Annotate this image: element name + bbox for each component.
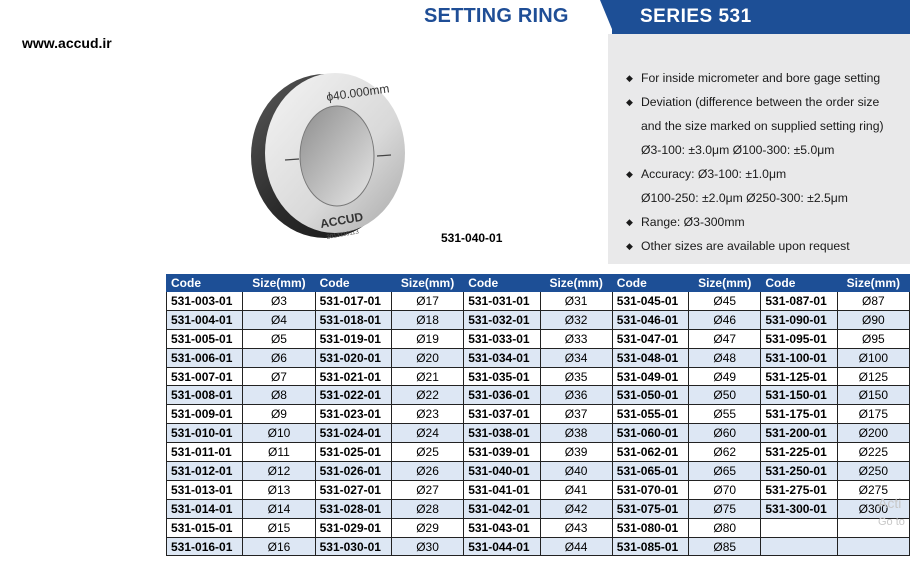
size-cell: Ø36 [540, 386, 612, 405]
code-cell: 531-090-01 [761, 310, 837, 329]
size-cell: Ø43 [540, 518, 612, 537]
size-cell: Ø60 [689, 424, 761, 443]
code-cell: 531-008-01 [167, 386, 243, 405]
product-code-label: 531-040-01 [441, 231, 503, 245]
size-cell: Ø3 [243, 292, 315, 311]
code-cell: 531-250-01 [761, 462, 837, 481]
size-cell: Ø18 [391, 310, 463, 329]
series-title: SERIES 531 [640, 6, 752, 27]
code-cell: 531-030-01 [315, 537, 391, 556]
size-cell: Ø90 [837, 310, 909, 329]
size-cell: Ø7 [243, 367, 315, 386]
size-cell: Ø30 [391, 537, 463, 556]
column-header-size: Size(mm) [689, 275, 761, 292]
size-cell: Ø45 [689, 292, 761, 311]
size-cell: Ø9 [243, 405, 315, 424]
size-cell: Ø33 [540, 329, 612, 348]
code-cell: 531-044-01 [464, 537, 540, 556]
size-cell: Ø44 [540, 537, 612, 556]
size-cell: Ø23 [391, 405, 463, 424]
code-cell: 531-006-01 [167, 348, 243, 367]
code-cell: 531-028-01 [315, 499, 391, 518]
table-row [167, 329, 910, 348]
size-cell: Ø39 [540, 443, 612, 462]
table-row [167, 310, 910, 329]
table-row [167, 443, 910, 462]
size-cell: Ø11 [243, 443, 315, 462]
size-cell: Ø70 [689, 480, 761, 499]
size-table [166, 274, 910, 556]
code-cell: 531-012-01 [167, 462, 243, 481]
code-cell: 531-100-01 [761, 348, 837, 367]
code-cell: 531-055-01 [612, 405, 688, 424]
table-row [167, 480, 910, 499]
table-row [167, 518, 910, 537]
size-cell: Ø26 [391, 462, 463, 481]
features-list [626, 66, 910, 258]
column-header-size: Size(mm) [837, 275, 909, 292]
code-cell: 531-087-01 [761, 292, 837, 311]
code-cell: 531-060-01 [612, 424, 688, 443]
size-cell: Ø85 [689, 537, 761, 556]
feature-text: Accuracy: Ø3-100: ±1.0μm [641, 167, 787, 181]
size-cell: Ø27 [391, 480, 463, 499]
size-cell: Ø80 [689, 518, 761, 537]
column-header-code: Code [167, 275, 243, 292]
diamond-bullet-icon: ◆ [626, 73, 633, 83]
size-cell: Ø65 [689, 462, 761, 481]
code-cell: 531-005-01 [167, 329, 243, 348]
ring-brand-logo: ACCUD [319, 209, 365, 231]
code-cell: 531-300-01 [761, 499, 837, 518]
size-cell: Ø75 [689, 499, 761, 518]
size-cell: Ø200 [837, 424, 909, 443]
code-cell: 531-150-01 [761, 386, 837, 405]
code-cell: 531-027-01 [315, 480, 391, 499]
size-cell: Ø47 [689, 329, 761, 348]
code-cell: 531-023-01 [315, 405, 391, 424]
size-cell: Ø50 [689, 386, 761, 405]
size-cell: Ø46 [689, 310, 761, 329]
feature-item [626, 210, 910, 234]
watermark-text: Go to [878, 516, 905, 528]
code-cell [761, 537, 837, 556]
feature-text: For inside micrometer and bore gage setting [641, 71, 881, 85]
code-cell: 531-039-01 [464, 443, 540, 462]
size-cell: Ø13 [243, 480, 315, 499]
column-header-code: Code [315, 275, 391, 292]
code-cell: 531-041-01 [464, 480, 540, 499]
size-cell: Ø42 [540, 499, 612, 518]
code-cell: 531-015-01 [167, 518, 243, 537]
ring-diameter-marking: ϕ40.000mm [325, 81, 391, 104]
code-cell: 531-019-01 [315, 329, 391, 348]
table-row [167, 499, 910, 518]
code-cell: 531-007-01 [167, 367, 243, 386]
size-cell: Ø21 [391, 367, 463, 386]
code-cell: 531-048-01 [612, 348, 688, 367]
feature-continuation: Ø100-250: ±2.0μm Ø250-300: ±2.5μm [641, 191, 848, 205]
diamond-bullet-icon: ◆ [626, 241, 633, 251]
code-cell: 531-011-01 [167, 443, 243, 462]
code-cell: 531-046-01 [612, 310, 688, 329]
size-cell: Ø87 [837, 292, 909, 311]
diamond-bullet-icon: ◆ [626, 217, 633, 227]
code-cell: 531-050-01 [612, 386, 688, 405]
code-cell: 531-225-01 [761, 443, 837, 462]
column-header-code: Code [612, 275, 688, 292]
size-cell: Ø225 [837, 443, 909, 462]
ring-bore [300, 106, 374, 206]
table-row [167, 292, 910, 311]
table-row [167, 367, 910, 386]
size-cell: Ø22 [391, 386, 463, 405]
column-header-size: Size(mm) [391, 275, 463, 292]
feature-text: Range: Ø3-300mm [641, 215, 745, 229]
code-cell: 531-013-01 [167, 480, 243, 499]
code-cell: 531-070-01 [612, 480, 688, 499]
code-cell: 531-024-01 [315, 424, 391, 443]
size-cell: Ø49 [689, 367, 761, 386]
code-cell: 531-037-01 [464, 405, 540, 424]
diamond-bullet-icon: ◆ [626, 97, 633, 107]
size-cell: Ø35 [540, 367, 612, 386]
code-cell: 531-200-01 [761, 424, 837, 443]
code-cell: 531-047-01 [612, 329, 688, 348]
size-cell: Ø8 [243, 386, 315, 405]
feature-item [626, 162, 910, 186]
code-cell: 531-026-01 [315, 462, 391, 481]
setting-ring-photo [245, 58, 420, 243]
watermark-text: Acti [878, 495, 902, 511]
size-cell: Ø275 [837, 480, 909, 499]
size-cell: Ø32 [540, 310, 612, 329]
feature-item [626, 234, 910, 258]
code-cell: 531-033-01 [464, 329, 540, 348]
feature-item [626, 66, 910, 90]
size-cell: Ø6 [243, 348, 315, 367]
column-header-code: Code [761, 275, 837, 292]
table-body [167, 292, 910, 556]
feature-continuation: Ø3-100: ±3.0μm Ø100-300: ±5.0μm [641, 143, 835, 157]
code-cell: 531-017-01 [315, 292, 391, 311]
code-cell: 531-029-01 [315, 518, 391, 537]
size-cell: Ø250 [837, 462, 909, 481]
size-cell: Ø300 [837, 499, 909, 518]
size-cell: Ø5 [243, 329, 315, 348]
size-cell: Ø29 [391, 518, 463, 537]
size-cell: Ø125 [837, 367, 909, 386]
website-link[interactable]: www.accud.ir [22, 35, 112, 51]
code-cell: 531-095-01 [761, 329, 837, 348]
code-cell: 531-021-01 [315, 367, 391, 386]
size-cell: Ø20 [391, 348, 463, 367]
code-cell: 531-016-01 [167, 537, 243, 556]
size-cell: Ø37 [540, 405, 612, 424]
size-cell [837, 537, 909, 556]
code-cell: 531-040-01 [464, 462, 540, 481]
table-header-row [167, 275, 910, 292]
size-cell: Ø4 [243, 310, 315, 329]
size-cell: Ø34 [540, 348, 612, 367]
column-header-size: Size(mm) [243, 275, 315, 292]
code-cell: 531-004-01 [167, 310, 243, 329]
size-cell: Ø28 [391, 499, 463, 518]
code-cell: 531-175-01 [761, 405, 837, 424]
code-cell: 531-045-01 [612, 292, 688, 311]
code-cell: 531-062-01 [612, 443, 688, 462]
table-row [167, 405, 910, 424]
size-cell: Ø95 [837, 329, 909, 348]
feature-item [626, 90, 910, 114]
code-cell: 531-035-01 [464, 367, 540, 386]
code-cell: 531-009-01 [167, 405, 243, 424]
size-cell: Ø38 [540, 424, 612, 443]
code-cell: 531-010-01 [167, 424, 243, 443]
column-header-size: Size(mm) [540, 275, 612, 292]
code-cell: 531-043-01 [464, 518, 540, 537]
size-cell: Ø15 [243, 518, 315, 537]
size-cell: Ø17 [391, 292, 463, 311]
table-row [167, 462, 910, 481]
table-row [167, 348, 910, 367]
size-cell: Ø14 [243, 499, 315, 518]
feature-continuation: and the size marked on supplied setting ring) [641, 119, 884, 133]
code-cell: 531-085-01 [612, 537, 688, 556]
code-cell: 531-042-01 [464, 499, 540, 518]
size-cell: Ø25 [391, 443, 463, 462]
code-cell: 531-125-01 [761, 367, 837, 386]
code-cell: 531-080-01 [612, 518, 688, 537]
code-cell: 531-014-01 [167, 499, 243, 518]
size-cell: Ø10 [243, 424, 315, 443]
code-cell: 531-075-01 [612, 499, 688, 518]
code-cell [761, 518, 837, 537]
size-cell: Ø100 [837, 348, 909, 367]
diamond-bullet-icon: ◆ [626, 169, 633, 179]
table-row [167, 537, 910, 556]
code-cell: 531-032-01 [464, 310, 540, 329]
code-cell: 531-031-01 [464, 292, 540, 311]
size-cell: Ø62 [689, 443, 761, 462]
size-cell: Ø31 [540, 292, 612, 311]
size-cell: Ø41 [540, 480, 612, 499]
feature-text: Deviation (difference between the order size [641, 95, 880, 109]
code-cell: 531-034-01 [464, 348, 540, 367]
column-header-code: Code [464, 275, 540, 292]
size-cell: Ø40 [540, 462, 612, 481]
code-cell: 531-049-01 [612, 367, 688, 386]
ring-serial: 2013116113 [326, 229, 360, 241]
code-cell: 531-036-01 [464, 386, 540, 405]
feature-text: Other sizes are available upon request [641, 239, 850, 253]
code-cell: 531-275-01 [761, 480, 837, 499]
code-cell: 531-018-01 [315, 310, 391, 329]
code-cell: 531-003-01 [167, 292, 243, 311]
table-row [167, 386, 910, 405]
code-cell: 531-065-01 [612, 462, 688, 481]
section-title: SETTING RING [424, 5, 569, 27]
code-cell: 531-020-01 [315, 348, 391, 367]
code-cell: 531-025-01 [315, 443, 391, 462]
size-cell: Ø12 [243, 462, 315, 481]
size-cell: Ø16 [243, 537, 315, 556]
size-cell: Ø55 [689, 405, 761, 424]
size-cell: Ø150 [837, 386, 909, 405]
table-row [167, 424, 910, 443]
size-cell: Ø19 [391, 329, 463, 348]
code-cell: 531-038-01 [464, 424, 540, 443]
size-cell: Ø24 [391, 424, 463, 443]
size-cell: Ø175 [837, 405, 909, 424]
size-cell: Ø48 [689, 348, 761, 367]
code-cell: 531-022-01 [315, 386, 391, 405]
